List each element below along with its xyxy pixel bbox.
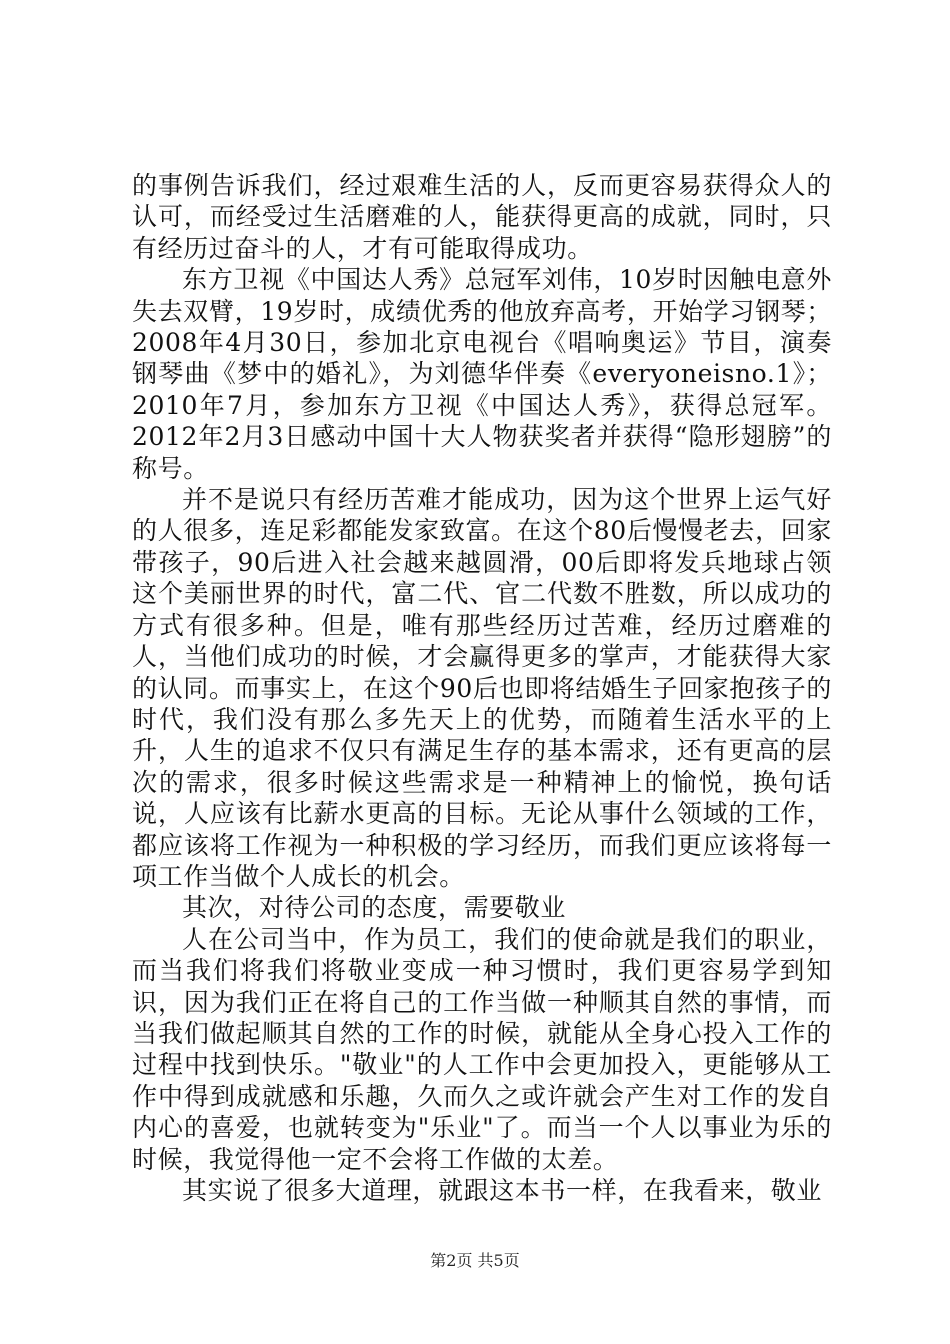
- paragraph-dedication: 人在公司当中，作为员工，我们的使命就是我们的职业，而当我们将我们将敬业变成一种习惯时，我们更容易学到知识，因为我们正在将自己的工作当做一种顺其自然的事情，而当我们做起顺其自然的工作的时候，就能从全身心投入工作的过程中找到快乐。"敬业"的人工作中会更加投入，更能够从工作中得到成就感和乐趣，久而久之或许就会产生对工作的发自内心的喜爱，也就转变为"乐业"了。而当一个人以事业为乐的时候，我觉得他一定不会将工作做的太差。: [132, 924, 832, 1174]
- paragraph-continuation: 的事例告诉我们，经过艰难生活的人，反而更容易获得众人的认可，而经受过生活磨难的人，能获得更高的成就，同时，只有经历过奋斗的人，才有可能取得成功。: [132, 171, 832, 263]
- paragraph-liu-wei: 东方卫视《中国达人秀》总冠军刘伟，10岁时因触电意外失去双臂，19岁时，成绩优秀的他放弃高考，开始学习钢琴；2008年4月30日，参加北京电视台《唱响奥运》节目，演奏钢琴曲《梦中的婚礼》，为刘德华伴奏《everyoneisno.1》；2010年7月，参加东方卫视《中国达人秀》，获得总冠军。2012年2月3日感动中国十大人物获奖者并获得“隐形翅膀”的称号。: [132, 265, 832, 483]
- paragraph-closing: 其实说了很多大道理，就跟这本书一样，在我看来，敬业: [182, 1176, 823, 1205]
- page-footer: 第2页 共5页: [430, 1251, 520, 1270]
- body-text: [132, 170, 832, 1206]
- section-heading-dedication: 其次，对待公司的态度，需要敬业: [182, 893, 567, 923]
- paragraph-hardship: 并不是说只有经历苦难才能成功，因为这个世界上运气好的人很多，连足彩都能发家致富。在这个80后慢慢老去，回家带孩子，90后进入社会越来越圆滑，00后即将发兵地球占领这个美丽世界的时代，富二代、官二代数不胜数，所以成功的方式有很多种。但是，唯有那些经历过苦难，经历过磨难的人，当他们成功的时候，才会赢得更多的掌声，才能获得大家的认同。而事实上，在这个90后也即将结婚生子回家抱孩子的时代，我们没有那么多先天上的优势，而随着生活水平的上升，人生的追求不仅只有满足生存的基本需求，还有更高的层次的需求，很多时候这些需求是一种精神上的愉悦，换句话说，人应该有比薪水更高的目标。无论从事什么领域的工作，都应该将工作视为一种积极的学习经历，而我们更应该将每一项工作当做个人成长的机会。: [132, 485, 832, 891]
